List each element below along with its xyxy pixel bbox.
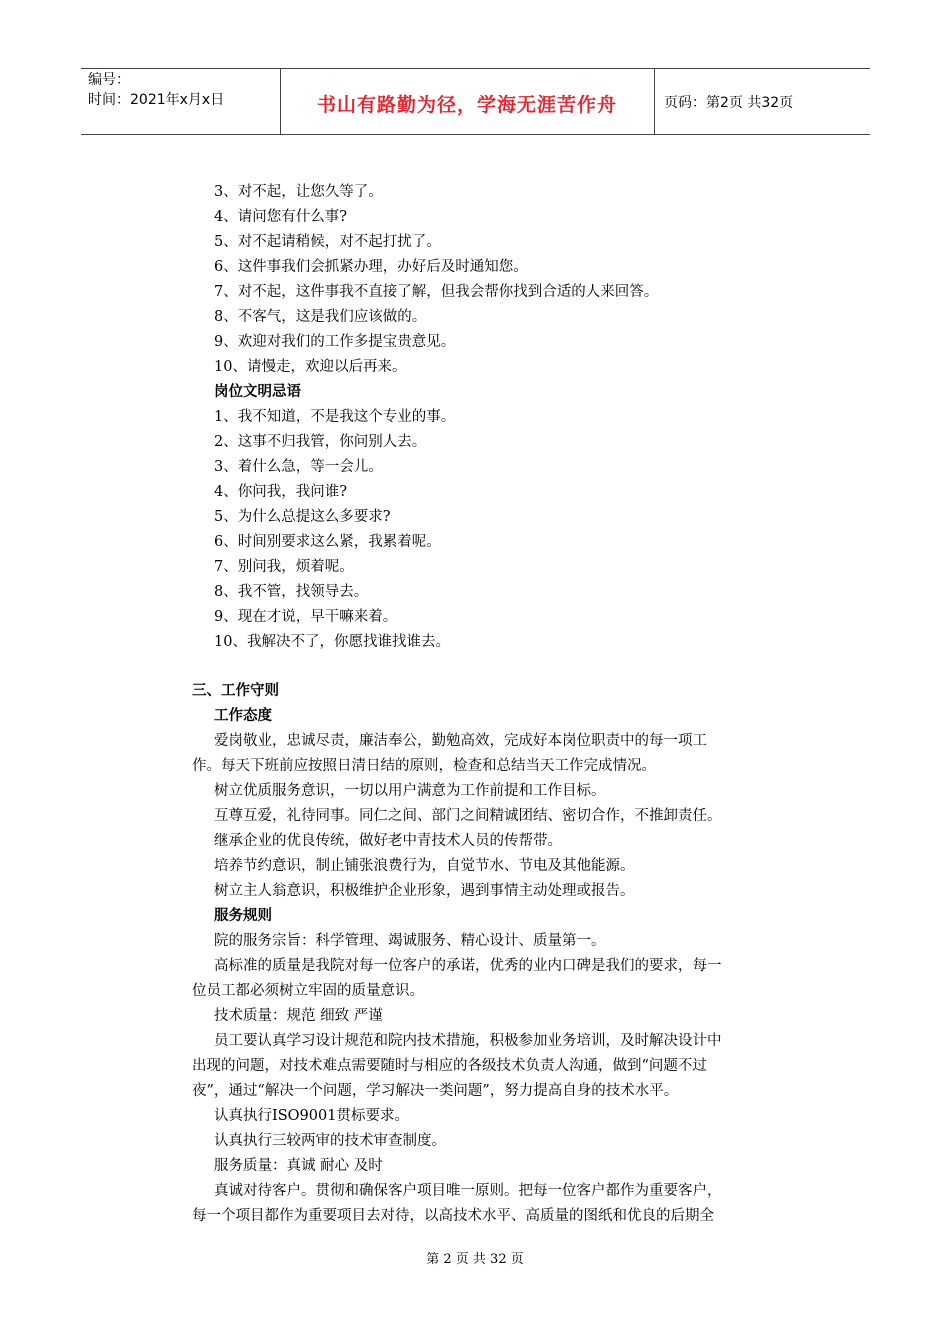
- polite-item: 9、欢迎对我们的工作多提宝贵意见。: [214, 334, 456, 350]
- section-gap: [192, 655, 812, 679]
- polite-item: 5、对不起请稍候，对不起打扰了。: [214, 234, 441, 250]
- polite-item: 7、对不起，这件事我不直接了解，但我会帮你找到合适的人来回答。: [214, 284, 659, 300]
- review-system: 认真执行三较两审的技术审查制度。: [214, 1133, 446, 1149]
- header-motto: 书山有路勤为径，学海无涯苦作舟: [316, 94, 617, 116]
- polite-item: 6、这件事我们会抓紧办理，办好后及时通知您。: [214, 259, 528, 275]
- service-quality: 服务质量：真诚 耐心 及时: [214, 1158, 383, 1174]
- taboo-item: 8、我不管，找领导去。: [214, 584, 369, 600]
- taboo-item: 4、你问我，我问谁?: [214, 484, 347, 500]
- study-para-line: 夜”，通过“解决一个问题，学习解决一类问题”，努力提高自身的技术水平。: [192, 1083, 679, 1099]
- taboo-item: 9、现在才说，早干嘛来着。: [214, 609, 398, 625]
- document-body: [192, 180, 812, 1229]
- page-footer: 第 2 页 共 32 页: [426, 1252, 524, 1267]
- taboo-item: 1、我不知道，不是我这个专业的事。: [214, 409, 456, 425]
- taboo-item: 7、别问我，烦着呢。: [214, 559, 354, 575]
- attitude-item: 树立优质服务意识，一切以用户满意为工作前提和工作目标。: [214, 783, 606, 799]
- taboo-item: 5、为什么总提这么多要求?: [214, 509, 391, 525]
- taboo-item: 3、着什么急，等一会儿。: [214, 459, 383, 475]
- study-para-line: 出现的问题，对技术难点需要随时与相应的各级技术负责人沟通，做到“问题不过: [192, 1058, 707, 1074]
- study-para-line: 员工要认真学习设计规范和院内技术措施，积极参加业务培训，及时解决设计中: [214, 1033, 722, 1049]
- service-tenet: 院的服务宗旨：科学管理、竭诚服务、精心设计、质量第一。: [214, 933, 606, 949]
- header-code-label: 编号：: [88, 72, 130, 88]
- attitude-para-line: 作。每天下班前应按照日清日结的原则，检查和总结当天工作完成情况。: [192, 758, 656, 774]
- polite-item: 8、不客气，这是我们应该做的。: [214, 309, 427, 325]
- attitude-item: 培养节约意识，制止铺张浪费行为，自觉节水、节电及其他能源。: [214, 858, 635, 874]
- header-bottom-rule: [81, 134, 870, 135]
- taboo-item: 2、这事不归我管，你问别人去。: [214, 434, 427, 450]
- header-time-label: 时间：2021年x月x日: [88, 92, 225, 108]
- attitude-heading: 工作态度: [214, 708, 272, 724]
- iso-requirement: 认真执行ISO9001贯标要求。: [214, 1108, 409, 1124]
- quality-para-line: 位员工都必须树立牢固的质量意识。: [192, 983, 424, 999]
- tech-quality: 技术质量：规范 细致 严谨: [214, 1008, 383, 1024]
- polite-item: 4、请问您有什么事?: [214, 209, 347, 225]
- header-divider-right: [654, 68, 655, 135]
- taboo-item: 6、时间别要求这么紧，我累着呢。: [214, 534, 441, 550]
- polite-item: 3、对不起，让您久等了。: [214, 184, 383, 200]
- sincere-para-line: 真诚对待客户。贯彻和确保客户项目唯一原则。把每一位客户都作为重要客户，: [214, 1183, 722, 1199]
- quality-para-line: 高标准的质量是我院对每一位客户的承诺，优秀的业内口碑是我们的要求，每一: [214, 958, 722, 974]
- service-heading: 服务规则: [214, 908, 272, 924]
- header-top-rule: [81, 68, 870, 69]
- header-meta: [88, 70, 224, 110]
- attitude-para-line: 爱岗敬业，忠诚尽责，廉洁奉公，勤勉高效，完成好本岗位职责中的每一项工: [214, 733, 707, 749]
- attitude-item: 互尊互爱，礼待同事。同仁之间、部门之间精诚团结、密切合作，不推卸责任。: [214, 808, 722, 824]
- attitude-item: 树立主人翁意识，积极维护企业形象，遇到事情主动处理或报告。: [214, 883, 635, 899]
- header-page-info: 页码：第2页 共32页: [664, 95, 794, 111]
- sincere-para-line: 每一个项目都作为重要项目去对待，以高技术水平、高质量的图纸和优良的后期全: [192, 1208, 714, 1224]
- section-heading: 三、工作守则: [192, 683, 279, 699]
- taboo-item: 10、我解决不了，你愿找谁找谁去。: [214, 634, 450, 650]
- polite-item: 10、请慢走，欢迎以后再来。: [214, 359, 407, 375]
- attitude-item: 继承企业的优良传统，做好老中青技术人员的传帮带。: [214, 833, 562, 849]
- taboo-heading: 岗位文明忌语: [214, 384, 301, 400]
